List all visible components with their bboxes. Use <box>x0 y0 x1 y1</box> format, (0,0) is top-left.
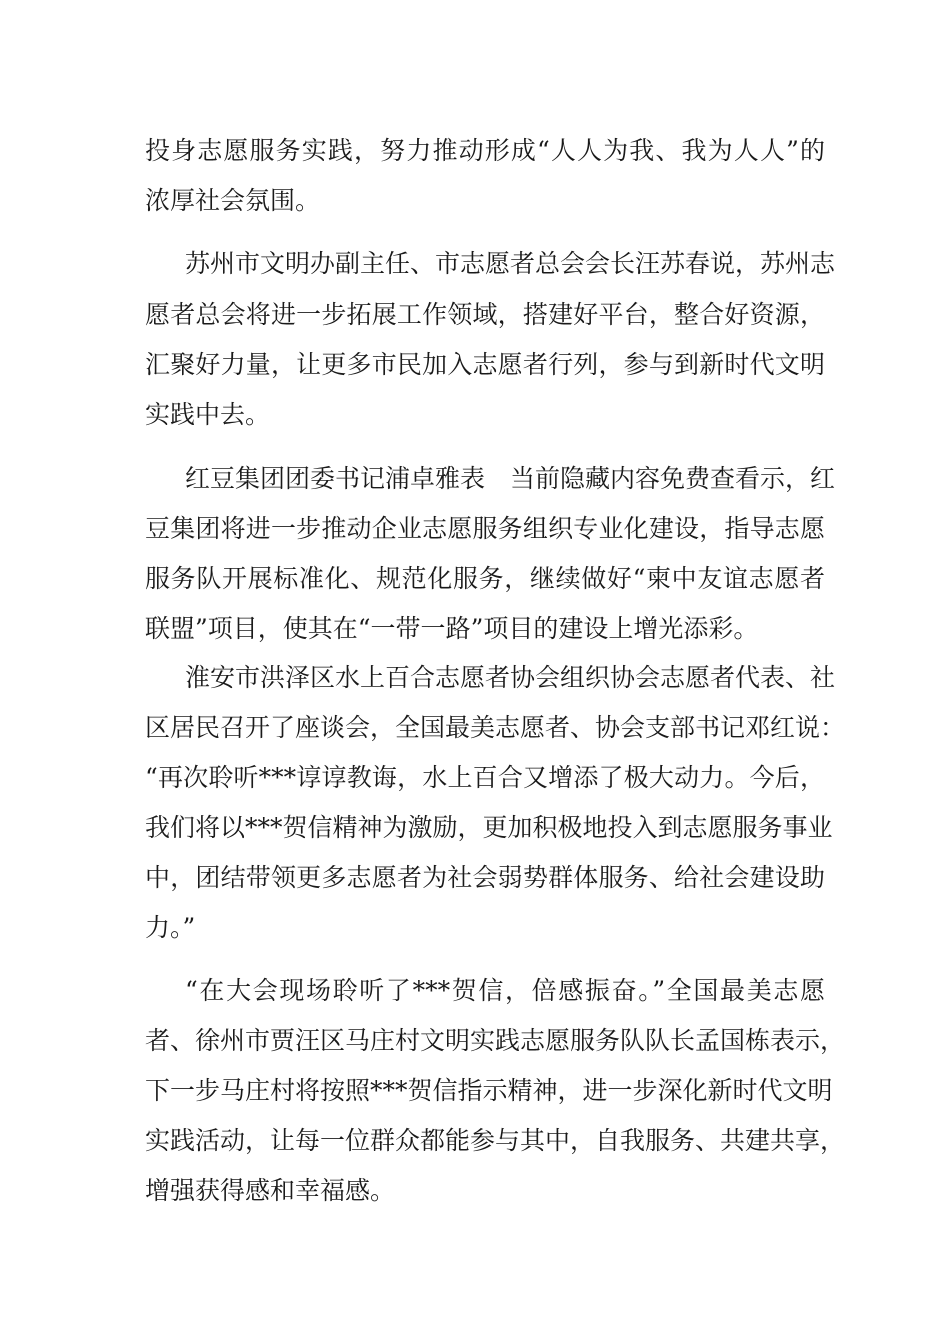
paragraph-2-line-3: 汇聚好力量，让更多市民加入志愿者行列，参与到新时代文明 <box>145 350 825 379</box>
paragraph-4-line-4: 我们将以***贺信精神为激励，更加积极地投入到志愿服务事业 <box>145 813 833 842</box>
paragraph-2-line-1: 苏州市文明办副主任、市志愿者总会会长汪苏春说，苏州志 <box>185 249 836 278</box>
paragraph-5-line-2: 者、徐州市贾汪区马庄村文明实践志愿服务队队长孟国栋表示， <box>145 1026 846 1055</box>
paragraph-3-line-1: 红豆集团团委书记浦卓雅表 当前隐藏内容免费查看示，红 <box>185 464 836 493</box>
paragraph-2-line-2: 愿者总会将进一步拓展工作领域，搭建好平台，整合好资源， <box>145 300 825 329</box>
paragraph-2-line-4: 实践中去。 <box>145 400 271 429</box>
paragraph-4-line-6: 力。” <box>145 913 196 942</box>
paragraph-3-line-3: 服务队开展标准化、规范化服务，继续做好“柬中友谊志愿者 <box>145 564 825 593</box>
paragraph-5-line-5: 增强获得感和幸福感。 <box>145 1176 396 1205</box>
paragraph-5-line-1: “在大会现场聆听了***贺信，倍感振奋。”全国最美志愿 <box>185 976 825 1005</box>
paragraph-4-line-1: 淮安市洪泽区水上百合志愿者协会组织协会志愿者代表、社 <box>185 663 836 692</box>
paragraph-3-line-2: 豆集团将进一步推动企业志愿服务组织专业化建设，指导志愿 <box>145 514 825 543</box>
paragraph-1-line-1: 投身志愿服务实践，努力推动形成“人人为我、我为人人”的 <box>145 136 825 165</box>
paragraph-5-line-4: 实践活动，让每一位群众都能参与其中，自我服务、共建共享， <box>145 1126 846 1155</box>
paragraph-4-line-2: 区居民召开了座谈会，全国最美志愿者、协会支部书记邓红说： <box>145 713 846 742</box>
paragraph-4-line-3: “再次聆听***谆谆教诲，水上百合又增添了极大动力。今后， <box>145 763 825 792</box>
paragraph-4-line-5: 中，团结带领更多志愿者为社会弱势群体服务、给社会建设助 <box>145 863 825 892</box>
paragraph-3-line-4: 联盟”项目，使其在“一带一路”项目的建设上增光添彩。 <box>145 614 759 643</box>
paragraph-1-line-2: 浓厚社会氛围。 <box>145 186 321 215</box>
paragraph-5-line-3: 下一步马庄村将按照***贺信指示精神，进一步深化新时代文明 <box>145 1076 833 1105</box>
